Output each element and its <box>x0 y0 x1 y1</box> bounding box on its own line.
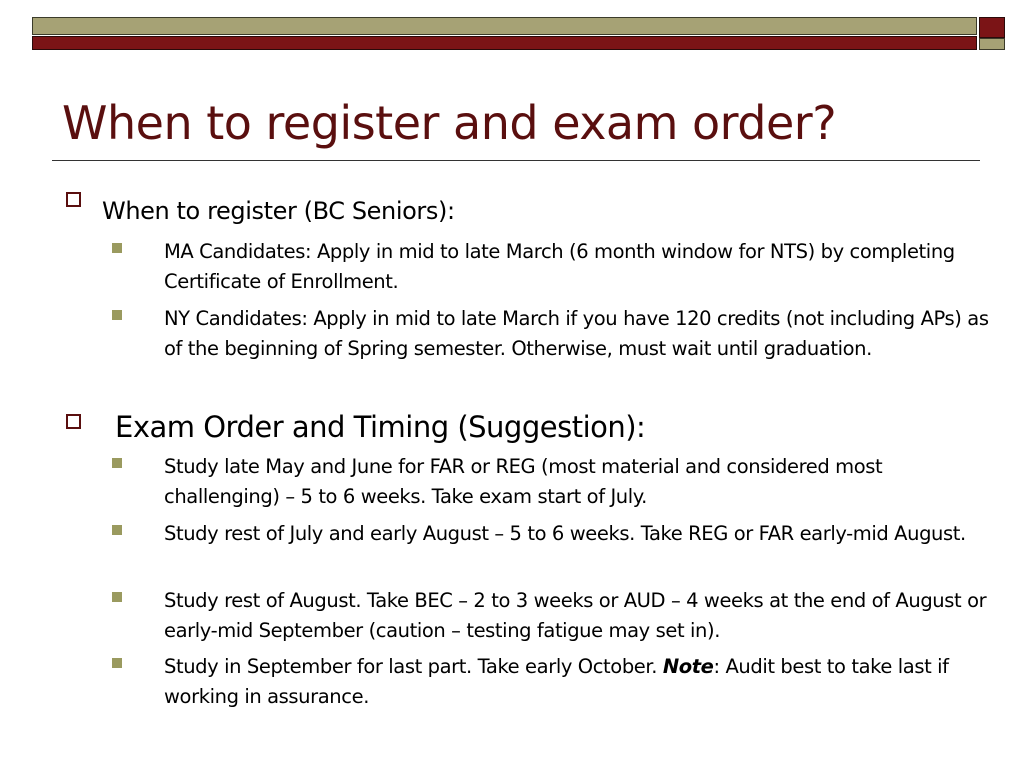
hollow-square-bullet-icon <box>66 192 81 207</box>
list-item: NY Candidates: Apply in mid to late March if you have 120 credits (not including APs) as of the beginning of Spring semester. Otherwise, must wait until graduation. <box>164 307 989 360</box>
filled-square-bullet-icon <box>112 525 122 535</box>
section-heading-exam-order: Exam Order and Timing (Suggestion): <box>115 410 646 444</box>
list-item: Study rest of August. Take BEC – 2 to 3 weeks or AUD – 4 weeks at the end of August or early-mid September (caution – testing fatigue may set in). <box>164 589 987 642</box>
filled-square-bullet-icon <box>112 243 122 253</box>
list-item: Study rest of July and early August – 5 to 6 weeks. Take REG or FAR early-mid August. <box>164 522 966 545</box>
filled-square-bullet-icon <box>112 658 122 668</box>
filled-square-bullet-icon <box>112 592 122 602</box>
list-item <box>164 652 994 712</box>
filled-square-bullet-icon <box>112 458 122 468</box>
filled-square-bullet-icon <box>112 310 122 320</box>
list-item: Study late May and June for FAR or REG (most material and considered most challenging) – 5 to 6 weeks. Take exam start of July. <box>164 455 883 508</box>
hollow-square-bullet-icon <box>66 414 81 429</box>
note-emphasis: Note <box>662 655 714 678</box>
section-heading-register: When to register (BC Seniors): <box>102 197 455 225</box>
slide-title: When to register and exam order? <box>62 96 837 150</box>
list-item-text-start: Study in September for last part. Take early October. <box>164 655 663 678</box>
list-item: MA Candidates: Apply in mid to late March (6 month window for NTS) by completing Certificate of Enrollment. <box>164 240 955 293</box>
list-item-text-end: : Audit best to take last if working in assurance. <box>164 655 949 708</box>
